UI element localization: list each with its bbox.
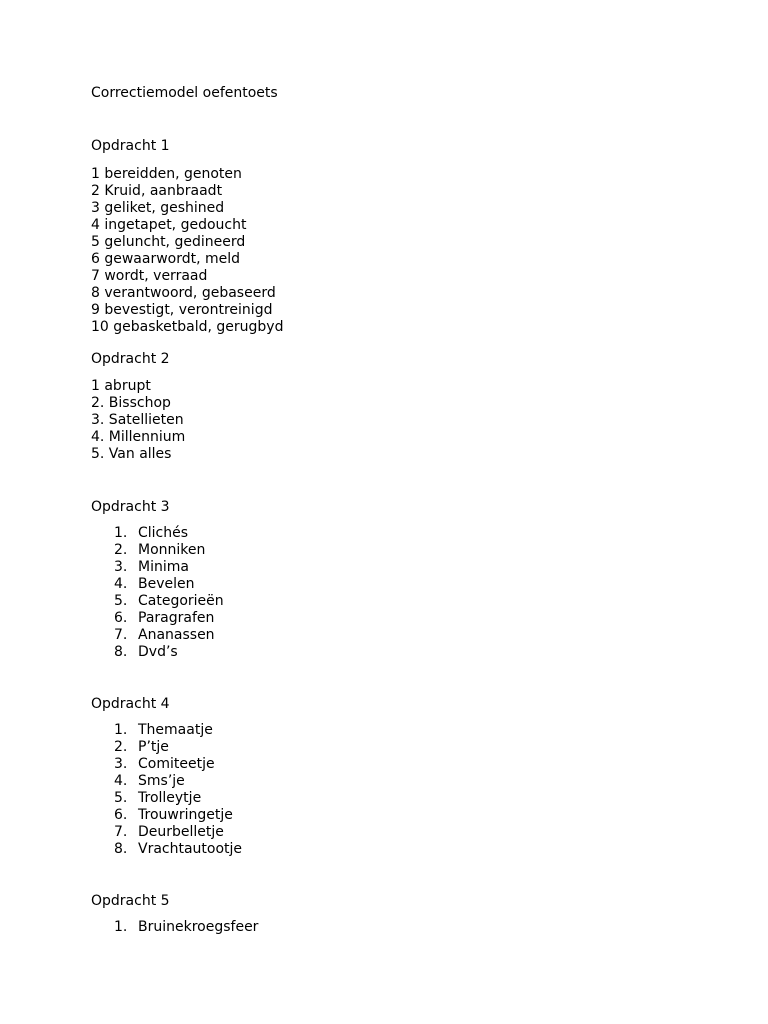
list-text: Dvd’s — [138, 644, 178, 660]
answer-line: 2. Bisschop — [91, 395, 171, 411]
list-number: 4. — [114, 576, 128, 592]
list-text: Vrachtautootje — [138, 841, 243, 857]
section-heading-opdracht-4 — [91, 696, 170, 713]
section-heading-opdracht-2 — [91, 351, 170, 368]
list-number: 2. — [114, 739, 128, 755]
section-heading: Opdracht 1 — [91, 138, 170, 154]
list-number: 7. — [114, 824, 128, 840]
list-text: Sms’je — [138, 773, 185, 789]
list-text: Minima — [138, 559, 189, 575]
section-heading-opdracht-1 — [91, 138, 170, 155]
answer-line: 3. Satellieten — [91, 412, 184, 428]
answer-line: 4. Millennium — [91, 429, 186, 445]
list-number: 3. — [114, 559, 128, 575]
list-text: Paragrafen — [138, 610, 215, 626]
answer-list-opdracht-2 — [91, 378, 185, 463]
list-number: 5. — [114, 790, 128, 806]
list-number: 6. — [114, 610, 128, 626]
list-text: Categorieën — [138, 593, 224, 609]
page-title — [91, 85, 278, 102]
answer-line: 10 gebasketbald, gerugbyd — [91, 319, 284, 335]
answer-line: 2 Kruid, aanbraadt — [91, 183, 223, 199]
answer-line: 1 bereidden, genoten — [91, 166, 242, 182]
section-heading: Opdracht 2 — [91, 351, 170, 367]
list-text: Trolleytje — [138, 790, 202, 806]
answer-line: 7 wordt, verraad — [91, 268, 208, 284]
list-number: 1. — [114, 722, 128, 738]
section-heading-opdracht-3 — [91, 499, 170, 516]
list-number: 2. — [114, 542, 128, 558]
answer-list-opdracht-1 — [91, 166, 283, 336]
list-text: Ananassen — [138, 627, 215, 643]
list-number: 8. — [114, 644, 128, 660]
answer-line: 1 abrupt — [91, 378, 151, 394]
list-text: Monniken — [138, 542, 206, 558]
answer-line: 8 verantwoord, gebaseerd — [91, 285, 276, 301]
list-number: 3. — [114, 756, 128, 772]
answer-line: 6 gewaarwordt, meld — [91, 251, 241, 267]
list-number: 5. — [114, 593, 128, 609]
list-text: Trouwringetje — [138, 807, 233, 823]
list-number: 8. — [114, 841, 128, 857]
answer-line: 3 geliket, geshined — [91, 200, 225, 216]
answer-line: 9 bevestigt, verontreinigd — [91, 302, 273, 318]
answer-line: 5 geluncht, gedineerd — [91, 234, 246, 250]
list-number: 4. — [114, 773, 128, 789]
list-text: Themaatje — [138, 722, 213, 738]
list-text: Clichés — [138, 525, 189, 541]
list-text: Bevelen — [138, 576, 195, 592]
section-heading: Opdracht 4 — [91, 696, 170, 712]
list-text: P’tje — [138, 739, 169, 755]
list-number: 6. — [114, 807, 128, 823]
section-heading: Opdracht 3 — [91, 499, 170, 515]
list-number: 7. — [114, 627, 128, 643]
answer-line: 5. Van alles — [91, 446, 172, 462]
section-heading: Opdracht 5 — [91, 893, 170, 909]
list-number: 1. — [114, 525, 128, 541]
section-heading-opdracht-5 — [91, 893, 170, 910]
list-text: Deurbelletje — [138, 824, 224, 840]
list-text: Comiteetje — [138, 756, 215, 772]
title-text: Correctiemodel oefentoets — [91, 85, 278, 101]
list-number: 1. — [114, 919, 128, 935]
list-text: Bruinekroegsfeer — [138, 919, 259, 935]
answer-line: 4 ingetapet, gedoucht — [91, 217, 247, 233]
